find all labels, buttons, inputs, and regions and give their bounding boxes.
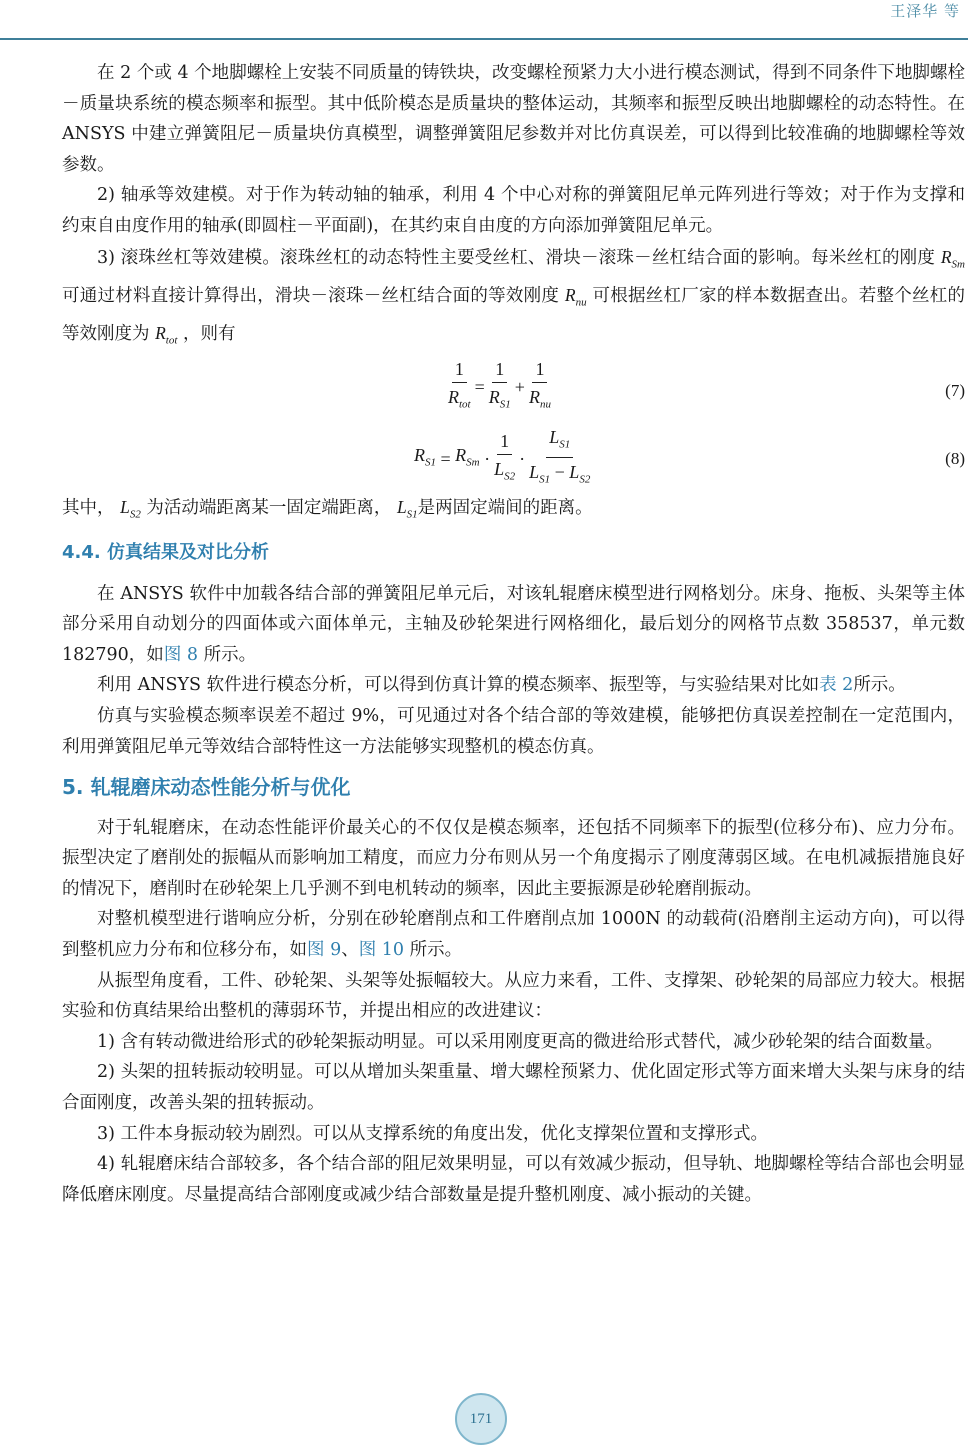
- paragraph: 对整机模型进行谐响应分析，分别在砂轮磨削点和工件磨削点加 1000N 的动载荷(沿磨削主运动方向)，可以得到整机应力分布和位移分布，如图 9、图 10 所示。: [62, 909, 965, 961]
- text: 3) 滚珠丝杠等效建模。滚珠丝杠的动态特性主要受丝杠、滑块－滚珠－丝杠结合面的影响。每米丝杠的刚度: [97, 247, 941, 268]
- text: ，则有: [177, 323, 236, 344]
- paragraph: 在 ANSYS 软件中加载各结合部的弹簧阻尼单元后，对该轧辊磨床模型进行网格划分。床身、拖板、头架等主体部分采用自动划分的四面体或六面体单元，主轴及砂轮架进行网格细化，最后划分的网格节点数 358537，单元数 182790，如图 8 所示。: [62, 583, 965, 665]
- equation-number: (8): [945, 448, 965, 468]
- symbol-R-Sm: $R_{Sm}$: [940, 246, 965, 271]
- paragraph: 2) 轴承等效建模。对于作为转动轴的轴承，利用 4 个中心对称的弹簧阻尼单元阵列进行等效；对于作为支撑和约束自由度作用的轴承(即圆柱－平面副)，在其约束自由度的方向添加弹簧阻尼单元。: [62, 185, 965, 236]
- paragraph: [62, 242, 965, 356]
- equation-number: (7): [945, 380, 965, 400]
- text: 可通过材料直接计算得出，滑块－滚珠－丝杠结合面的等效刚度: [62, 285, 565, 306]
- paragraph: 从振型角度看，工件、砂轮架、头架等处振幅较大。从应力来看，工件、支撑架、砂轮架的局部应力较大。根据实验和仿真结果给出整机的薄弱环节，并提出相应的改进建议：: [62, 970, 965, 1022]
- text: 可根据丝杠厂家的样本数据查出。若整个丝杠的等效刚度为: [62, 285, 966, 344]
- figure-8-link[interactable]: 图 8: [163, 644, 199, 665]
- paragraph: 利用 ANSYS 软件进行模态分析，可以得到仿真计算的模态频率、振型等，与实验结果对比如表 2所示。: [97, 675, 906, 696]
- paragraph: 其中， $L_{S2}$ 为活动端距离某一固定端距离， $L_{S1}$是两固定端间的距离。: [62, 496, 593, 521]
- table-2-link[interactable]: 表 2: [819, 675, 854, 696]
- section-heading-4-4: 4.4. 仿真结果及对比分析: [62, 541, 269, 563]
- symbol-R-tot: $R_{tot}$: [155, 322, 178, 347]
- figure-9-link[interactable]: 图 9: [307, 940, 342, 961]
- running-header-authors: 王泽华 等: [890, 2, 960, 20]
- equation-8: $R_{S1}$ = $R_{Sm}$ · $\frac{1}{L_{S2}}$ · $\frac{L_{S1}}{L_{S1} - L_{S2}}$ (8): [62, 424, 965, 492]
- symbol-L-S2: $L_{S2}$: [120, 496, 141, 521]
- symbol-L-S1: $L_{S1}$: [396, 496, 418, 521]
- paragraph: 对于轧辊磨床，在动态性能评价最关心的不仅仅是模态频率，还包括不同频率下的振型(位移分布)、应力分布。振型决定了磨削处的振幅从而影响加工精度，而应力分布则从另一个角度揭示了刚度薄弱区域。在电机减振措施良好的情况下，磨削时在砂轮架上几乎测不到电机转动的频率，因此主要振源是砂轮磨削振动。: [62, 817, 965, 899]
- paragraph: 3) 工件本身振动较为剧烈。可以从支撑系统的角度出发，优化支撑架位置和支撑形式。: [97, 1123, 769, 1144]
- paragraph: 2) 头架的扭转振动较明显。可以从增加头架重量、增大螺栓预紧力、优化固定形式等方面来增大头架与床身的结合面刚度，改善头架的扭转振动。: [62, 1062, 965, 1114]
- paragraph: 4) 轧辊磨床结合部较多，各个结合部的阻尼效果明显，可以有效减少振动，但导轨、地脚螺栓等结合部也会明显降低磨床刚度。尽量提高结合部刚度或减少结合部数量是提升整机刚度、减小振动的关键。: [62, 1154, 965, 1205]
- paragraph: 仿真与实验模态频率误差不超过 9%，可见通过对各个结合部的等效建模，能够把仿真误差控制在一定范围内，利用弹簧阻尼单元等效结合部特性这一方法能够实现整机的模态仿真。: [62, 705, 965, 757]
- paragraph: 1) 含有转动微进给形式的砂轮架振动明显。可以采用刚度更高的微进给形式替代，减少砂轮架的结合面数量。: [97, 1031, 944, 1052]
- paragraph: 在 2 个或 4 个地脚螺栓上安装不同质量的铸铁块，改变螺栓预紧力大小进行模态测试，得到不同条件下地脚螺栓－质量块系统的模态频率和振型。其中低阶模态是质量块的整体运动，其频率和振型反映出地脚螺栓的动态特性。在 ANSYS 中建立弹簧阻尼－质量块仿真模型，调整弹簧阻尼参数并对比仿真误差，可以得到比较准确的地脚螺栓等效参数。: [62, 63, 965, 175]
- figure-10-link[interactable]: 图 10: [358, 940, 405, 961]
- header-rule: [0, 38, 968, 40]
- symbol-R-nu: $R_{nu}$: [564, 284, 587, 309]
- equation-7: $\frac{1}{R_{tot}}$ = $\frac{1}{R_{S1}}$ + $\frac{1}{R_{nu}}$ (7): [62, 356, 965, 424]
- page-number-badge: 171: [455, 1393, 507, 1445]
- section-heading-5: 5. 轧辊磨床动态性能分析与优化: [62, 775, 351, 800]
- page-body: [62, 58, 965, 1210]
- lhs: $R_{S1}$: [414, 444, 436, 469]
